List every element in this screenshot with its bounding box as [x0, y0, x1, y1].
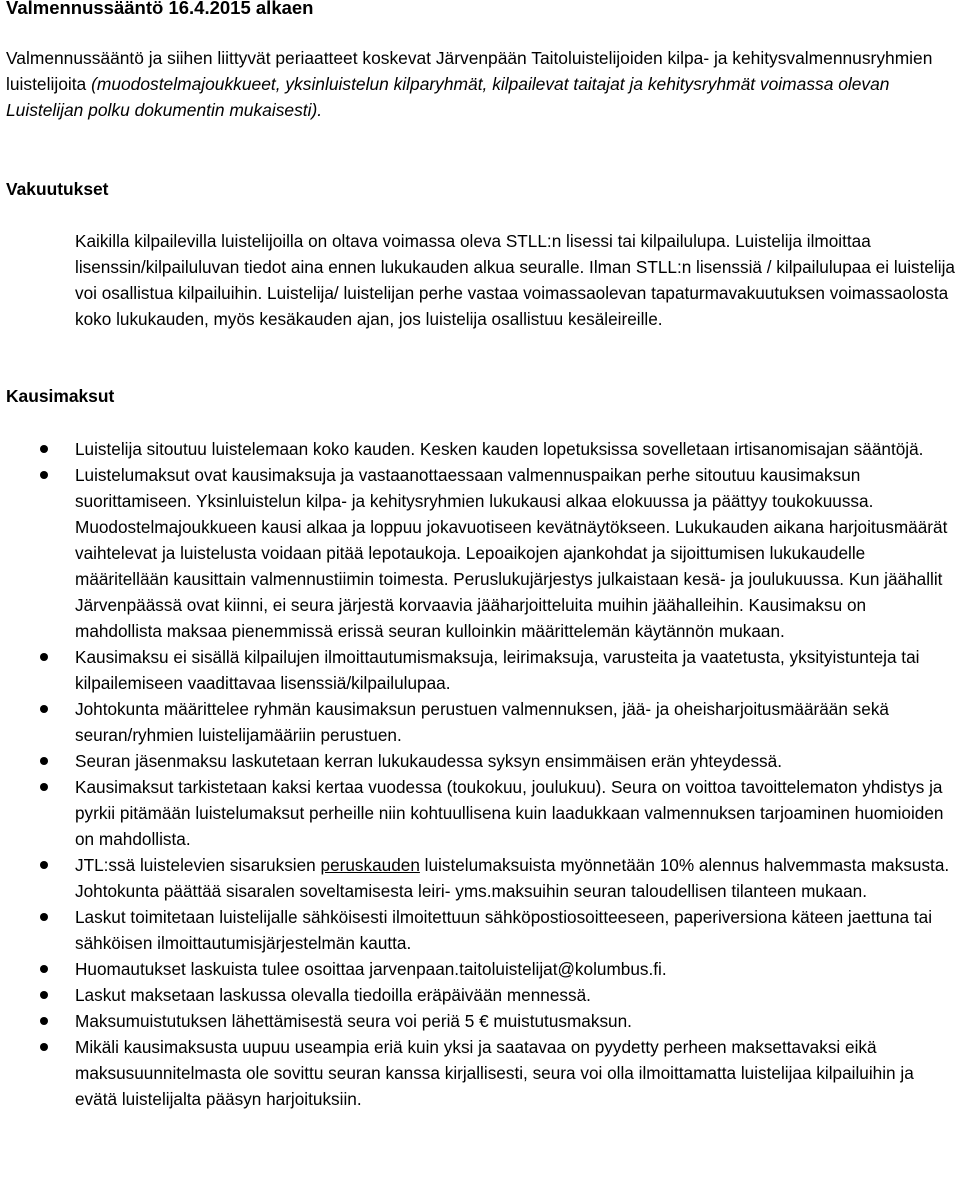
list-item: [0, 696, 955, 748]
list-item: [0, 748, 955, 774]
bullet-icon: [40, 445, 48, 453]
list-item-text: Mikäli kausimaksusta uupuu useampia eriä kuin yksi ja saatavaa on pyydetty perheen maksettavaksi eikä maksusuunnitelmasta ole sovittu seuran kanssa kirjallisesti, seura voi olla ilmoittamatta luistelijaa kilpailuihin ja evätä luistelijalta pääsyn harjoituksiin.: [75, 1037, 914, 1109]
bullet-icon: [40, 471, 48, 479]
list-item: [0, 774, 955, 852]
bullet-icon: [40, 653, 48, 661]
bullet-icon: [40, 965, 48, 973]
list-item-text: Luistelumaksut ovat kausimaksuja ja vastaanottaessaan valmennuspaikan perhe sitoutuu kausimaksun suorittamiseen. Yksinluistelun kilpa- ja kehitysryhmien lukukausi alkaa elokuussa ja päättyy toukokuussa. Muodostelmajoukkueen kausi alkaa ja loppuu jokavuotiseen kevätnäytökseen. Lukukauden aikana harjoitusmäärät vaihtelevat ja luistelusta voidaan pitää lepotaukoja. Lepoaikojen ajankohdat ja sijoittumisen lukukaudelle määritellään kausittain valmennustiimin toimesta. Peruslukujärjestys julkaistaan kesä- ja joulukuussa. Kun jäähallit Järvenpäässä ovat kiinni, ei seura järjestä korvaavia jääharjoitteluita muihin jäähalleihin. Kausimaksu on mahdollista maksaa pienemmissä erissä seuran kulloinkin määrittelemän käytännön mukaan.: [75, 465, 948, 641]
intro-paragraph: [6, 45, 956, 123]
underlined-term: peruskauden: [320, 855, 420, 875]
list-item: [0, 436, 955, 462]
bullet-icon: [40, 991, 48, 999]
list-item-text: Luistelija sitoutuu luistelemaan koko kauden. Kesken kauden lopetuksissa sovelletaan irtisanomisajan sääntöjä.: [75, 439, 924, 459]
intro-text: Valmennussääntö ja siihen liittyvät periaatteet koskevat Järvenpään Taitoluistelijoiden kilpa- ja kehitysvalmennusryhmien luistelijoita: [6, 48, 933, 94]
bullet-icon: [40, 1043, 48, 1051]
document-title: Valmennussääntö 16.4.2015 alkaen: [6, 0, 314, 18]
fees-heading: Kausimaksut: [6, 386, 115, 406]
bullet-icon: [40, 1017, 48, 1025]
bullet-icon: [40, 783, 48, 791]
list-item: [0, 1008, 955, 1034]
list-item: [0, 462, 955, 644]
list-item-text: Huomautukset laskuista tulee osoittaa jarvenpaan.taitoluistelijat@kolumbus.fi.: [75, 959, 667, 979]
list-item-text: Laskut maksetaan laskussa olevalla tiedoilla eräpäivään mennessä.: [75, 985, 591, 1005]
list-item-text: Maksumuistutuksen lähettämisestä seura voi periä 5 € muistutusmaksun.: [75, 1011, 632, 1031]
list-item-text: Kausimaksut tarkistetaan kaksi kertaa vuodessa (toukokuu, joulukuu). Seura on voittoa tavoittelematon yhdistys ja pyrkii pitämään luistelumaksut perheille niin kohtuullisena kuin laadukkaan valmennuksen tarjoaminen huomioiden on mahdollista.: [75, 777, 944, 849]
list-item: [0, 644, 955, 696]
list-item-text: Kausimaksu ei sisällä kilpailujen ilmoittautumismaksuja, leirimaksuja, varusteita ja vaatetusta, yksityistunteja tai kilpailemiseen vaadittavaa lisenssiä/kilpailulupaa.: [75, 647, 920, 693]
list-item: [0, 852, 955, 904]
list-item: [0, 904, 955, 956]
fees-list: [0, 436, 960, 1112]
bullet-icon: [40, 913, 48, 921]
bullet-icon: [40, 861, 48, 869]
insurance-heading: Vakuutukset: [6, 179, 109, 199]
list-item-text-after: luistelumaksuista myönnetään 10% alennus halvemmasta maksusta. Johtokunta päättää sisaralen soveltamisesta leiri- yms.maksuihin seuran taloudellisen tilanteen mukaan.: [75, 855, 950, 901]
bullet-icon: [40, 705, 48, 713]
bullet-icon: [40, 757, 48, 765]
list-item: [0, 1034, 955, 1112]
list-item-text: Laskut toimitetaan luistelijalle sähköisesti ilmoitettuun sähköpostiosoitteeseen, paperiversiona käteen jaettuna tai sähköisen ilmoittautumisjärjestelmän kautta.: [75, 907, 933, 953]
intro-italic-text: (muodostelmajoukkueet, yksinluistelun kilparyhmät, kilpailevat taitajat ja kehitysryhmät voimassa olevan Luistelijan polku dokumentin mukaisesti).: [6, 74, 890, 120]
list-item: [0, 982, 955, 1008]
list-item-text: Seuran jäsenmaksu laskutetaan kerran lukukaudessa syksyn ensimmäisen erän yhteydessä.: [75, 751, 782, 771]
list-item-text: Johtokunta määrittelee ryhmän kausimaksun perustuen valmennuksen, jää- ja oheisharjoitusmäärään sekä seuran/ryhmien luistelijamääriin perustuen.: [75, 699, 889, 745]
list-item-text-before: JTL:ssä luistelevien sisaruksien: [75, 855, 321, 875]
list-item: [0, 956, 955, 982]
insurance-paragraph: Kaikilla kilpailevilla luistelijoilla on oltava voimassa oleva STLL:n lisessi tai kilpailulupa. Luistelija ilmoittaa lisenssin/kilpailuluvan tiedot aina ennen lukukauden alkua seuralle. Ilman STLL:n lisenssiä / kilpailulupaa ei luistelija voi osallistua kilpailuihin. Luistelija/ luistelijan perhe vastaa voimassaolevan tapaturmavakuutuksen voimassaolosta koko lukukauden, myös kesäkauden ajan, jos luistelija osallistuu kesäleireille.: [75, 231, 955, 329]
